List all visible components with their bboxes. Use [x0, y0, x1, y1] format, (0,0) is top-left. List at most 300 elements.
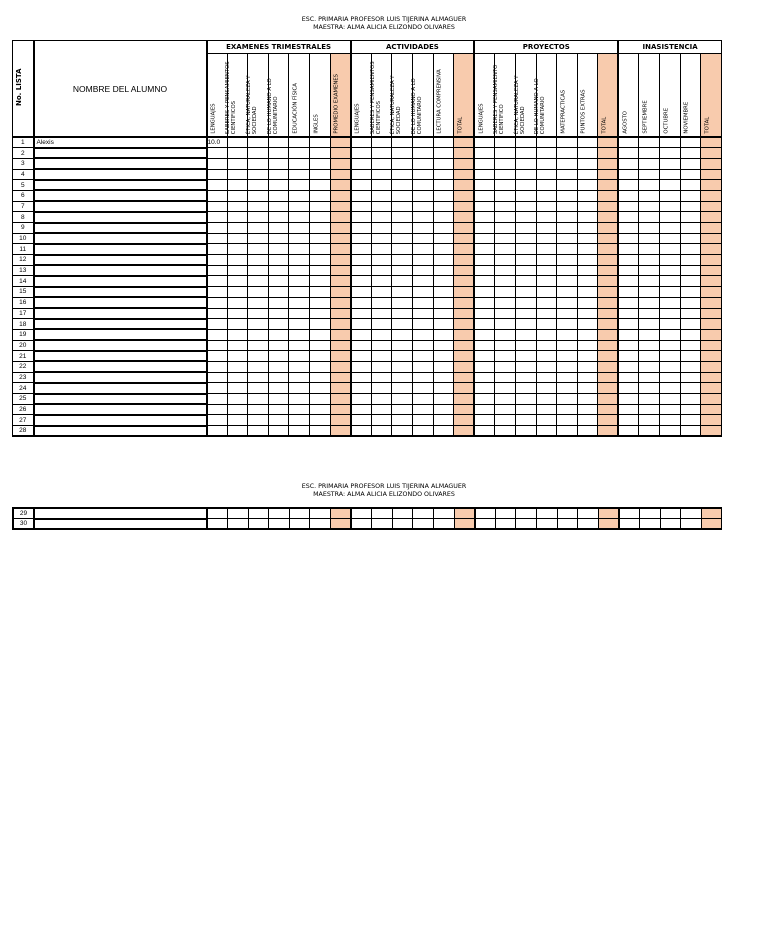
- grade-cell[interactable]: [701, 297, 722, 308]
- grade-cell[interactable]: [495, 372, 516, 383]
- student-name-cell[interactable]: [34, 265, 207, 276]
- grade-cell[interactable]: [371, 297, 392, 308]
- student-name-cell[interactable]: [34, 287, 207, 298]
- grade-cell[interactable]: [618, 297, 639, 308]
- grade-cell[interactable]: [433, 190, 454, 201]
- grade-cell[interactable]: [433, 394, 454, 405]
- grade-cell[interactable]: [330, 297, 351, 308]
- grade-cell[interactable]: [515, 255, 536, 266]
- grade-cell[interactable]: [227, 169, 248, 180]
- grade-cell[interactable]: [268, 190, 289, 201]
- grade-cell[interactable]: [495, 426, 516, 437]
- grade-cell[interactable]: [660, 329, 681, 340]
- grade-cell[interactable]: [660, 137, 681, 148]
- grade-cell[interactable]: [577, 244, 598, 255]
- grade-cell[interactable]: [268, 383, 289, 394]
- grade-cell[interactable]: [577, 137, 598, 148]
- grade-cell[interactable]: [557, 394, 578, 405]
- grade-cell[interactable]: [433, 276, 454, 287]
- grade-cell[interactable]: [557, 276, 578, 287]
- grade-cell[interactable]: [515, 233, 536, 244]
- grade-cell[interactable]: [392, 329, 413, 340]
- grade-cell[interactable]: [557, 508, 578, 519]
- grade-cell[interactable]: [433, 329, 454, 340]
- grade-cell[interactable]: [309, 212, 330, 223]
- grade-cell[interactable]: [371, 265, 392, 276]
- grade-cell[interactable]: [578, 519, 599, 530]
- grade-cell[interactable]: [660, 255, 681, 266]
- grade-cell[interactable]: [392, 415, 413, 426]
- grade-cell[interactable]: [207, 233, 228, 244]
- grade-cell[interactable]: [557, 361, 578, 372]
- grade-cell[interactable]: [598, 265, 619, 276]
- grade-cell[interactable]: [680, 244, 701, 255]
- grade-cell[interactable]: [474, 201, 495, 212]
- grade-cell[interactable]: [309, 340, 330, 351]
- grade-cell[interactable]: [536, 287, 557, 298]
- grade-cell[interactable]: [268, 340, 289, 351]
- grade-cell[interactable]: [680, 340, 701, 351]
- grade-cell[interactable]: [680, 351, 701, 362]
- grade-cell[interactable]: [289, 169, 310, 180]
- grade-cell[interactable]: [536, 394, 557, 405]
- grade-cell[interactable]: [598, 426, 619, 437]
- student-name-cell[interactable]: [34, 212, 207, 223]
- grade-cell[interactable]: [536, 180, 557, 191]
- grade-cell[interactable]: [351, 287, 372, 298]
- grade-cell[interactable]: [495, 180, 516, 191]
- grade-cell[interactable]: [207, 244, 228, 255]
- grade-cell[interactable]: [330, 372, 351, 383]
- grade-cell[interactable]: [515, 415, 536, 426]
- grade-cell[interactable]: [577, 255, 598, 266]
- grade-cell[interactable]: [227, 223, 248, 234]
- grade-cell[interactable]: [557, 158, 578, 169]
- grade-cell[interactable]: [660, 308, 681, 319]
- student-name-cell[interactable]: [34, 180, 207, 191]
- grade-cell[interactable]: [330, 148, 351, 159]
- grade-cell[interactable]: [660, 212, 681, 223]
- grade-cell[interactable]: [227, 148, 248, 159]
- grade-cell[interactable]: [227, 190, 248, 201]
- grade-cell[interactable]: [660, 169, 681, 180]
- grade-cell[interactable]: [207, 394, 228, 405]
- student-name-cell[interactable]: [34, 329, 207, 340]
- grade-cell[interactable]: [392, 508, 413, 519]
- grade-cell[interactable]: [412, 319, 433, 330]
- grade-cell[interactable]: [268, 169, 289, 180]
- grade-cell[interactable]: [680, 190, 701, 201]
- grade-cell[interactable]: [577, 308, 598, 319]
- grade-cell[interactable]: [412, 287, 433, 298]
- grade-cell[interactable]: [248, 404, 269, 415]
- grade-cell[interactable]: [392, 276, 413, 287]
- grade-cell[interactable]: [289, 351, 310, 362]
- grade-cell[interactable]: [536, 137, 557, 148]
- grade-cell[interactable]: [639, 212, 660, 223]
- grade-cell[interactable]: [331, 519, 352, 530]
- grade-cell[interactable]: [701, 329, 722, 340]
- grade-cell[interactable]: [227, 329, 248, 340]
- grade-cell[interactable]: [330, 190, 351, 201]
- grade-cell[interactable]: [433, 223, 454, 234]
- grade-cell[interactable]: [557, 383, 578, 394]
- grade-cell[interactable]: [701, 372, 722, 383]
- grade-cell[interactable]: [412, 180, 433, 191]
- grade-cell[interactable]: [268, 233, 289, 244]
- grade-cell[interactable]: [618, 190, 639, 201]
- grade-cell[interactable]: [536, 383, 557, 394]
- grade-cell[interactable]: [701, 340, 722, 351]
- grade-cell[interactable]: [454, 287, 475, 298]
- grade-cell[interactable]: [454, 244, 475, 255]
- grade-cell[interactable]: [371, 190, 392, 201]
- grade-cell[interactable]: [392, 287, 413, 298]
- grade-cell[interactable]: [495, 383, 516, 394]
- grade-cell[interactable]: [371, 276, 392, 287]
- grade-cell[interactable]: [474, 394, 495, 405]
- grade-cell[interactable]: [598, 404, 619, 415]
- grade-cell[interactable]: [268, 276, 289, 287]
- grade-cell[interactable]: [577, 265, 598, 276]
- grade-cell[interactable]: [227, 319, 248, 330]
- grade-cell[interactable]: [371, 383, 392, 394]
- grade-cell[interactable]: [207, 223, 228, 234]
- grade-cell[interactable]: [474, 223, 495, 234]
- grade-cell[interactable]: [351, 297, 372, 308]
- grade-cell[interactable]: [248, 265, 269, 276]
- grade-cell[interactable]: [660, 404, 681, 415]
- grade-cell[interactable]: [268, 361, 289, 372]
- grade-cell[interactable]: [639, 148, 660, 159]
- grade-cell[interactable]: [577, 404, 598, 415]
- grade-cell[interactable]: [618, 426, 639, 437]
- grade-cell[interactable]: [598, 223, 619, 234]
- grade-cell[interactable]: [371, 415, 392, 426]
- grade-cell[interactable]: [557, 415, 578, 426]
- grade-cell[interactable]: [227, 158, 248, 169]
- grade-cell[interactable]: [639, 169, 660, 180]
- grade-cell[interactable]: [351, 383, 372, 394]
- grade-cell[interactable]: [639, 223, 660, 234]
- grade-cell[interactable]: [248, 255, 269, 266]
- grade-cell[interactable]: [207, 340, 228, 351]
- grade-cell[interactable]: [660, 361, 681, 372]
- grade-cell[interactable]: [207, 148, 228, 159]
- grade-cell[interactable]: [289, 361, 310, 372]
- grade-cell[interactable]: [330, 212, 351, 223]
- grade-cell[interactable]: [433, 340, 454, 351]
- grade-cell[interactable]: [680, 415, 701, 426]
- grade-cell[interactable]: [474, 169, 495, 180]
- grade-cell[interactable]: [454, 415, 475, 426]
- grade-cell[interactable]: [351, 137, 372, 148]
- grade-cell[interactable]: [207, 276, 228, 287]
- student-name-cell[interactable]: Alexis: [34, 137, 207, 148]
- grade-cell[interactable]: [515, 329, 536, 340]
- grade-cell[interactable]: [475, 508, 496, 519]
- grade-cell[interactable]: [515, 308, 536, 319]
- grade-cell[interactable]: [309, 158, 330, 169]
- grade-cell[interactable]: [515, 201, 536, 212]
- grade-cell[interactable]: [495, 148, 516, 159]
- grade-cell[interactable]: [269, 508, 290, 519]
- grade-cell[interactable]: [392, 137, 413, 148]
- grade-cell[interactable]: [598, 169, 619, 180]
- grade-cell[interactable]: [660, 158, 681, 169]
- grade-cell[interactable]: [412, 148, 433, 159]
- grade-cell[interactable]: [268, 415, 289, 426]
- grade-cell[interactable]: [515, 158, 536, 169]
- grade-cell[interactable]: [351, 404, 372, 415]
- grade-cell[interactable]: [412, 297, 433, 308]
- grade-cell[interactable]: [536, 265, 557, 276]
- grade-cell[interactable]: [618, 180, 639, 191]
- grade-cell[interactable]: [330, 255, 351, 266]
- grade-cell[interactable]: [474, 426, 495, 437]
- grade-cell[interactable]: [680, 223, 701, 234]
- grade-cell[interactable]: [495, 190, 516, 201]
- grade-cell[interactable]: [392, 212, 413, 223]
- grade-cell[interactable]: [618, 383, 639, 394]
- grade-cell[interactable]: [330, 361, 351, 372]
- grade-cell[interactable]: [619, 508, 640, 519]
- grade-cell[interactable]: [536, 244, 557, 255]
- grade-cell[interactable]: [598, 137, 619, 148]
- grade-cell[interactable]: [330, 265, 351, 276]
- grade-cell[interactable]: [454, 255, 475, 266]
- grade-cell[interactable]: [701, 244, 722, 255]
- grade-cell[interactable]: [392, 351, 413, 362]
- grade-cell[interactable]: [433, 404, 454, 415]
- grade-cell[interactable]: [392, 426, 413, 437]
- grade-cell[interactable]: [474, 415, 495, 426]
- grade-cell[interactable]: [412, 223, 433, 234]
- grade-cell[interactable]: [433, 426, 454, 437]
- grade-cell[interactable]: [289, 415, 310, 426]
- grade-cell[interactable]: [639, 383, 660, 394]
- grade-cell[interactable]: [289, 212, 310, 223]
- grade-cell[interactable]: [289, 308, 310, 319]
- grade-cell[interactable]: [557, 404, 578, 415]
- grade-cell[interactable]: [701, 287, 722, 298]
- grade-cell[interactable]: [433, 148, 454, 159]
- grade-cell[interactable]: [701, 255, 722, 266]
- grade-cell[interactable]: [598, 340, 619, 351]
- grade-cell[interactable]: [618, 308, 639, 319]
- grade-cell[interactable]: [557, 265, 578, 276]
- grade-cell[interactable]: [330, 319, 351, 330]
- grade-cell[interactable]: [248, 190, 269, 201]
- grade-cell[interactable]: [577, 287, 598, 298]
- student-name-cell[interactable]: [34, 351, 207, 362]
- grade-cell[interactable]: [598, 394, 619, 405]
- grade-cell[interactable]: [248, 276, 269, 287]
- grade-cell[interactable]: [227, 351, 248, 362]
- grade-cell[interactable]: [639, 201, 660, 212]
- grade-cell[interactable]: [330, 233, 351, 244]
- grade-cell[interactable]: [433, 233, 454, 244]
- grade-cell[interactable]: [289, 372, 310, 383]
- grade-cell[interactable]: [618, 223, 639, 234]
- grade-cell[interactable]: [495, 265, 516, 276]
- grade-cell[interactable]: [515, 340, 536, 351]
- grade-cell[interactable]: [577, 329, 598, 340]
- grade-cell[interactable]: [351, 158, 372, 169]
- grade-cell[interactable]: [227, 255, 248, 266]
- grade-cell[interactable]: [495, 340, 516, 351]
- grade-cell[interactable]: [515, 212, 536, 223]
- grade-cell[interactable]: [701, 394, 722, 405]
- grade-cell[interactable]: [228, 519, 249, 530]
- grade-cell[interactable]: [309, 308, 330, 319]
- grade-cell[interactable]: [701, 508, 722, 519]
- grade-cell[interactable]: [639, 180, 660, 191]
- grade-cell[interactable]: [701, 223, 722, 234]
- grade-cell[interactable]: [227, 361, 248, 372]
- grade-cell[interactable]: [289, 276, 310, 287]
- grade-cell[interactable]: [474, 351, 495, 362]
- grade-cell[interactable]: [515, 297, 536, 308]
- grade-cell[interactable]: [309, 372, 330, 383]
- grade-cell[interactable]: [309, 287, 330, 298]
- grade-cell[interactable]: [392, 158, 413, 169]
- grade-cell[interactable]: [701, 212, 722, 223]
- student-name-cell[interactable]: [34, 148, 207, 159]
- grade-cell[interactable]: [351, 308, 372, 319]
- grade-cell[interactable]: [598, 508, 619, 519]
- grade-cell[interactable]: [680, 158, 701, 169]
- grade-cell[interactable]: [351, 319, 372, 330]
- grade-cell[interactable]: [495, 308, 516, 319]
- student-name-cell[interactable]: [34, 404, 207, 415]
- student-name-cell[interactable]: [34, 201, 207, 212]
- grade-cell[interactable]: [680, 148, 701, 159]
- grade-cell[interactable]: [248, 223, 269, 234]
- grade-cell[interactable]: [289, 508, 310, 519]
- grade-cell[interactable]: [495, 319, 516, 330]
- grade-cell[interactable]: [536, 169, 557, 180]
- grade-cell[interactable]: [289, 404, 310, 415]
- grade-cell[interactable]: [495, 519, 516, 530]
- grade-cell[interactable]: [433, 319, 454, 330]
- grade-cell[interactable]: [557, 255, 578, 266]
- student-name-cell[interactable]: [34, 276, 207, 287]
- grade-cell[interactable]: [310, 508, 331, 519]
- grade-cell[interactable]: [433, 265, 454, 276]
- grade-cell[interactable]: [371, 351, 392, 362]
- grade-cell[interactable]: [268, 201, 289, 212]
- grade-cell[interactable]: [207, 265, 228, 276]
- grade-cell[interactable]: [227, 244, 248, 255]
- grade-cell[interactable]: [371, 404, 392, 415]
- grade-cell[interactable]: [701, 308, 722, 319]
- grade-cell[interactable]: [351, 329, 372, 340]
- grade-cell[interactable]: [207, 519, 228, 530]
- grade-cell[interactable]: [351, 361, 372, 372]
- grade-cell[interactable]: [268, 180, 289, 191]
- grade-cell[interactable]: [351, 169, 372, 180]
- grade-cell[interactable]: [289, 244, 310, 255]
- grade-cell[interactable]: [309, 319, 330, 330]
- grade-cell[interactable]: [618, 255, 639, 266]
- grade-cell[interactable]: [351, 190, 372, 201]
- grade-cell[interactable]: [227, 287, 248, 298]
- grade-cell[interactable]: [660, 287, 681, 298]
- grade-cell[interactable]: [454, 351, 475, 362]
- grade-cell[interactable]: [495, 212, 516, 223]
- grade-cell[interactable]: [454, 297, 475, 308]
- grade-cell[interactable]: [330, 158, 351, 169]
- grade-cell[interactable]: [577, 361, 598, 372]
- grade-cell[interactable]: [207, 180, 228, 191]
- grade-cell[interactable]: [557, 180, 578, 191]
- grade-cell[interactable]: [536, 404, 557, 415]
- grade-cell[interactable]: [351, 244, 372, 255]
- grade-cell[interactable]: [680, 287, 701, 298]
- grade-cell[interactable]: [207, 201, 228, 212]
- grade-cell[interactable]: [207, 426, 228, 437]
- grade-cell[interactable]: [515, 394, 536, 405]
- grade-cell[interactable]: [412, 361, 433, 372]
- grade-cell[interactable]: [557, 223, 578, 234]
- grade-cell[interactable]: [207, 212, 228, 223]
- grade-cell[interactable]: [474, 244, 495, 255]
- grade-cell[interactable]: [207, 404, 228, 415]
- grade-cell[interactable]: [639, 351, 660, 362]
- grade-cell[interactable]: [248, 169, 269, 180]
- grade-cell[interactable]: [371, 137, 392, 148]
- grade-cell[interactable]: [474, 180, 495, 191]
- grade-cell[interactable]: [268, 372, 289, 383]
- grade-cell[interactable]: [639, 394, 660, 405]
- grade-cell[interactable]: [536, 426, 557, 437]
- grade-cell[interactable]: [309, 415, 330, 426]
- grade-cell[interactable]: [557, 148, 578, 159]
- grade-cell[interactable]: [454, 180, 475, 191]
- grade-cell[interactable]: [495, 223, 516, 234]
- grade-cell[interactable]: [495, 394, 516, 405]
- grade-cell[interactable]: [392, 519, 413, 530]
- grade-cell[interactable]: [351, 276, 372, 287]
- grade-cell[interactable]: [701, 351, 722, 362]
- grade-cell[interactable]: [309, 276, 330, 287]
- grade-cell[interactable]: [618, 329, 639, 340]
- grade-cell[interactable]: [660, 148, 681, 159]
- student-name-cell[interactable]: [34, 372, 207, 383]
- grade-cell[interactable]: [227, 383, 248, 394]
- grade-cell[interactable]: [680, 329, 701, 340]
- grade-cell[interactable]: [330, 394, 351, 405]
- grade-cell[interactable]: [433, 287, 454, 298]
- grade-cell[interactable]: [454, 265, 475, 276]
- grade-cell[interactable]: [309, 233, 330, 244]
- grade-cell[interactable]: [577, 212, 598, 223]
- grade-cell[interactable]: [660, 201, 681, 212]
- grade-cell[interactable]: [433, 180, 454, 191]
- grade-cell[interactable]: [474, 255, 495, 266]
- grade-cell[interactable]: [515, 148, 536, 159]
- grade-cell[interactable]: [433, 383, 454, 394]
- grade-cell[interactable]: [227, 180, 248, 191]
- grade-cell[interactable]: [248, 519, 269, 530]
- grade-cell[interactable]: [660, 383, 681, 394]
- grade-cell[interactable]: [474, 265, 495, 276]
- grade-cell[interactable]: [248, 361, 269, 372]
- grade-cell[interactable]: [639, 372, 660, 383]
- grade-cell[interactable]: [474, 287, 495, 298]
- grade-cell[interactable]: [207, 169, 228, 180]
